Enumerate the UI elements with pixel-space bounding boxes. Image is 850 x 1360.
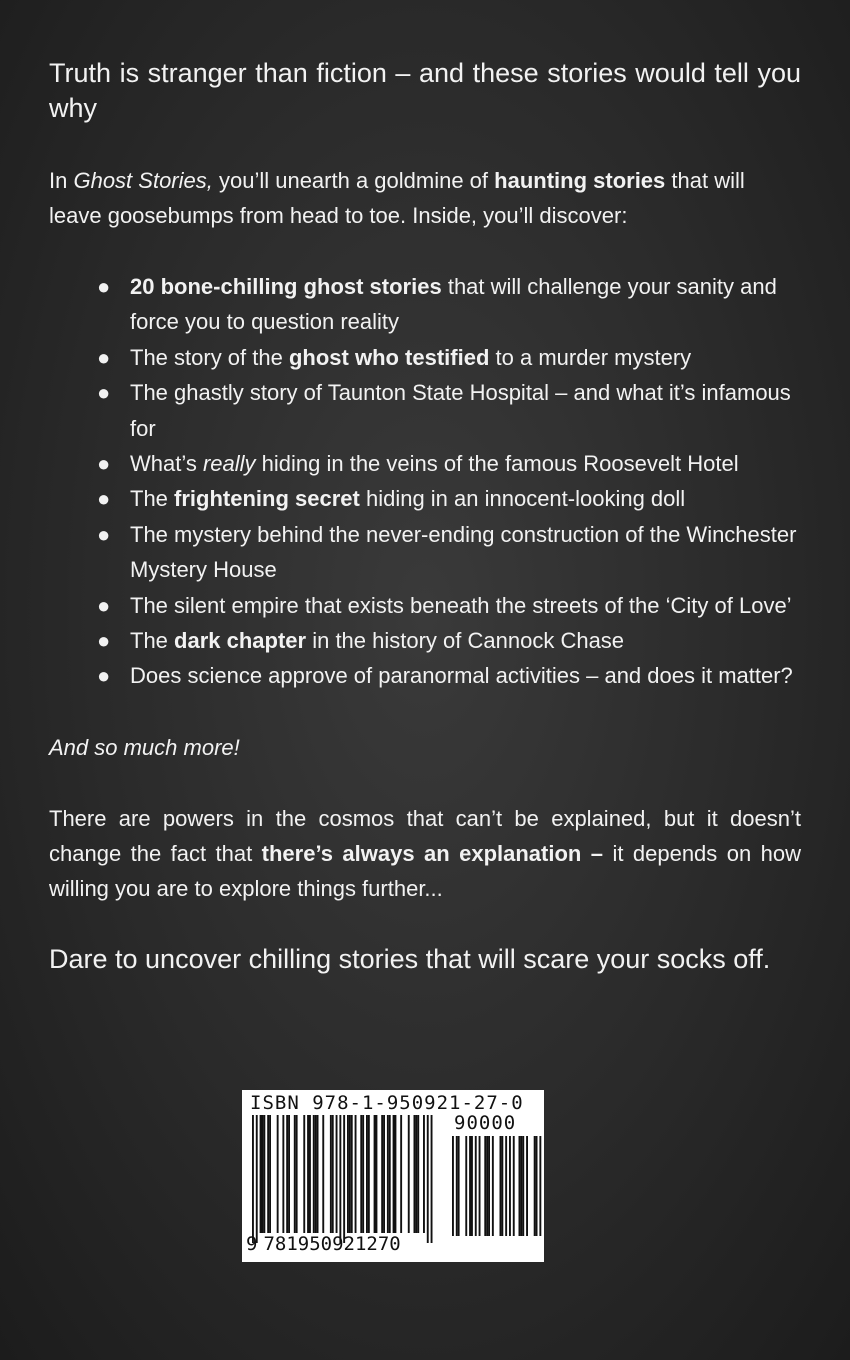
addon-bar	[520, 1136, 522, 1236]
barcode-bar	[393, 1115, 395, 1233]
barcode-bar	[256, 1115, 258, 1243]
intro-post: that will leave goosebumps from head to toe. Inside, you’ll discover:	[49, 168, 745, 228]
barcode-bar	[262, 1115, 264, 1233]
addon-bar	[458, 1136, 460, 1236]
powers-pre: There are powers in the cosmos that can’t be explained, but it doesn’t change the fact that	[49, 805, 801, 866]
addon-bar	[469, 1136, 471, 1236]
barcode-bar	[322, 1115, 324, 1233]
barcode-bar	[260, 1115, 262, 1233]
barcode-bar	[263, 1115, 265, 1233]
barcode-bar	[269, 1115, 271, 1233]
barcode-bar	[423, 1115, 425, 1233]
list-item	[97, 340, 801, 375]
barcode-bar	[288, 1115, 290, 1233]
barcode-bar	[349, 1115, 351, 1233]
addon-bar	[456, 1136, 458, 1236]
addon-bar	[536, 1136, 538, 1236]
list-item	[97, 588, 801, 623]
intro-pre: In	[49, 168, 74, 193]
barcode-bar	[313, 1115, 315, 1233]
barcode-bar	[317, 1115, 319, 1233]
list-item-text: The	[130, 486, 175, 512]
list-item-text: The	[130, 628, 175, 654]
addon-bar	[486, 1136, 488, 1236]
barcode-bar	[351, 1115, 353, 1233]
bullet-icon: ●	[97, 451, 111, 477]
barcode-bar	[309, 1115, 311, 1233]
barcode-bar	[400, 1115, 402, 1233]
barcode-bar	[387, 1115, 389, 1233]
powers-post: it depends on how willing you are to explore things further...	[49, 840, 801, 901]
intro-mid: you’ll unearth a goldmine of	[212, 168, 495, 193]
barcode-bar	[315, 1115, 317, 1233]
list-item-bold: 20 bone-chilling ghost stories	[130, 274, 442, 299]
barcode-bar	[362, 1115, 364, 1233]
list-item-text: in the history of Cannock Chase	[306, 628, 625, 654]
list-item-text: Does science approve of paranormal activities – and does it matter?	[130, 663, 793, 689]
barcode-bar	[286, 1115, 288, 1233]
powers-paragraph	[49, 801, 801, 906]
barcode-bar	[330, 1115, 332, 1233]
list-item-italic: really	[202, 451, 256, 477]
barcode-bar	[355, 1115, 357, 1233]
barcode-bar	[389, 1115, 391, 1233]
barcode-bar	[347, 1115, 349, 1233]
barcode-bar	[417, 1115, 419, 1233]
barcode-bar	[360, 1115, 362, 1233]
isbn-label: ISBN 978-1-950921-27-0	[250, 1092, 524, 1114]
barcode-number: 781950921270	[263, 1233, 401, 1255]
addon-bar	[534, 1136, 536, 1236]
barcode-bar	[427, 1115, 429, 1243]
list-item-bold: frightening secret	[174, 486, 360, 512]
list-item-text: to a murder mystery	[489, 344, 692, 370]
list-item	[97, 658, 801, 693]
list-item-text: The silent empire that exists beneath the streets of the ‘City of Love’	[130, 592, 792, 618]
barcode-bar	[431, 1115, 433, 1243]
addon-bar	[484, 1136, 486, 1236]
barcode-bar	[381, 1115, 383, 1233]
dare-line: Dare to uncover chilling stories that will scare your socks off.	[49, 943, 771, 974]
addon-bar	[505, 1136, 507, 1236]
barcode-bar	[383, 1115, 385, 1233]
book-title: Ghost Stories,	[73, 168, 213, 193]
bullet-icon: ●	[97, 344, 111, 370]
barcode-bar	[376, 1115, 378, 1233]
tagline: Truth is stranger than fiction – and these stories would tell you why	[49, 58, 801, 123]
barcode-bar	[332, 1115, 334, 1233]
barcode-bar	[415, 1115, 417, 1233]
list-item-bold: dark chapter	[174, 628, 307, 654]
barcode-bar	[296, 1115, 298, 1233]
barcode-bar	[395, 1115, 397, 1233]
list-item	[97, 375, 801, 446]
addon-bar	[509, 1136, 511, 1236]
barcode-bar	[366, 1115, 368, 1233]
intro-bold: haunting stories	[494, 168, 666, 193]
barcode-bar	[339, 1115, 341, 1243]
addon-bar	[471, 1136, 473, 1236]
addon-bar	[475, 1136, 477, 1236]
bullet-icon: ●	[97, 628, 111, 654]
list-item-text: The mystery behind the never-ending construction of the Winchester Mystery House	[130, 521, 797, 583]
barcode-bar	[303, 1115, 305, 1233]
barcode-bar	[277, 1115, 279, 1233]
discover-list	[49, 269, 801, 694]
list-item-text: hiding in the veins of the famous Roosevelt Hotel	[255, 451, 739, 477]
addon-bar	[500, 1136, 502, 1236]
barcode-bar	[408, 1115, 410, 1233]
barcode-bar	[374, 1115, 376, 1233]
bullet-icon: ●	[97, 521, 111, 547]
list-item	[97, 623, 801, 658]
back-cover-text	[49, 56, 801, 1004]
bullet-icon: ●	[97, 486, 111, 512]
list-item	[97, 517, 801, 588]
addon-bar	[526, 1136, 528, 1236]
list-item	[97, 269, 801, 340]
bullet-icon: ●	[97, 592, 111, 618]
list-item-text: The ghastly story of Taunton State Hospital – and what it’s infamous for	[130, 380, 791, 441]
barcode-bar	[343, 1115, 345, 1243]
powers-bold: there’s always an explanation –	[261, 840, 604, 866]
bullet-icon: ●	[97, 663, 111, 689]
addon-bar	[479, 1136, 481, 1236]
addon-bar	[539, 1136, 541, 1236]
barcode-bar	[294, 1115, 296, 1233]
barcode-bar	[252, 1115, 254, 1243]
barcode-first-digit: 9	[246, 1233, 258, 1255]
addon-bar	[488, 1136, 490, 1236]
addon-bar	[492, 1136, 494, 1236]
list-item	[97, 446, 801, 481]
barcode-bar	[282, 1115, 284, 1233]
intro-paragraph	[49, 163, 801, 233]
barcode-bar	[307, 1115, 309, 1233]
barcode-bar	[267, 1115, 269, 1233]
barcode-digits	[246, 1232, 401, 1256]
list-item	[97, 481, 801, 516]
addon-bar	[452, 1136, 454, 1236]
bullet-icon: ●	[97, 380, 111, 406]
list-item-bold: ghost who testified	[288, 344, 490, 370]
addon-bar	[465, 1136, 467, 1236]
barcode-bar	[368, 1115, 370, 1233]
addon-bar	[522, 1136, 524, 1236]
list-item-text: What’s	[130, 451, 203, 477]
and-so-much-more: And so much more!	[49, 734, 240, 760]
isbn-barcode	[242, 1090, 544, 1262]
bullet-icon: ●	[97, 274, 111, 299]
barcode-bar	[414, 1115, 416, 1233]
list-item-text: The story of the	[130, 344, 289, 370]
list-item-text: that will challenge your sanity and force you to question reality	[130, 274, 777, 335]
addon-bar	[501, 1136, 503, 1236]
addon-bar	[513, 1136, 515, 1236]
price-code: 90000	[454, 1112, 517, 1134]
list-item-text: hiding in an innocent-looking doll	[359, 486, 686, 512]
addon-bar	[519, 1136, 521, 1236]
barcode-bar	[336, 1115, 338, 1233]
